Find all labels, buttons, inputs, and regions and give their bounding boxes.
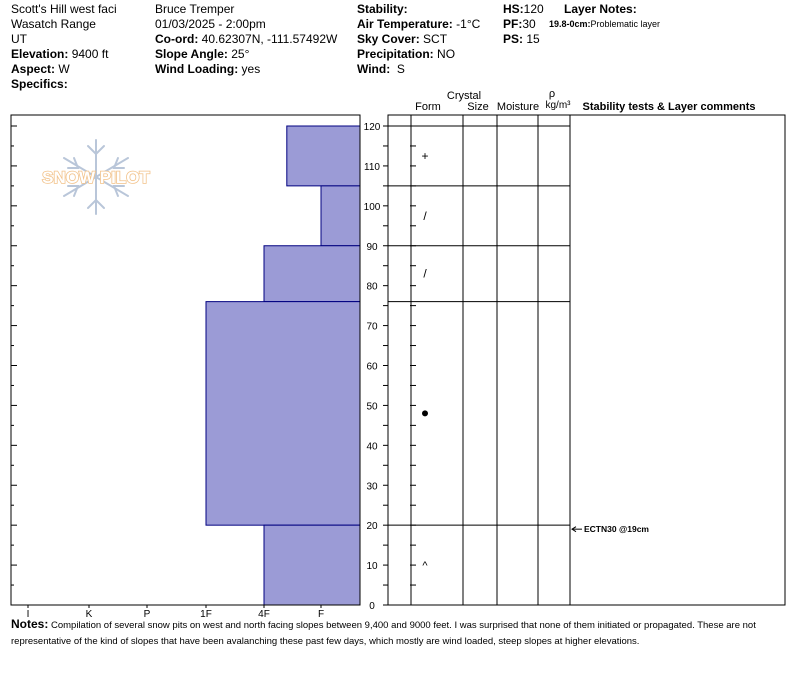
aspect-row: Aspect: W (11, 62, 70, 76)
header-moisture: Moisture (496, 101, 540, 113)
wind-row: Wind: S (357, 62, 405, 76)
hardness-tick-label: F (317, 609, 325, 620)
form-symbol: ^ (422, 560, 428, 573)
hardness-bar (321, 186, 360, 246)
height-tick-label: 40 (366, 441, 378, 453)
form-symbol: + (421, 148, 429, 163)
coord-row: Co-ord: 40.62307N, -111.57492W (155, 32, 338, 46)
hardness-bar (264, 246, 360, 302)
hardness-bar (287, 126, 360, 186)
sky-value: SCT (423, 32, 448, 46)
height-tick-label: 80 (366, 281, 378, 293)
header-form: Form (415, 101, 441, 113)
hardness-layers (206, 126, 360, 605)
height-tick-label: 110 (364, 161, 380, 173)
slope-value: 25° (231, 47, 250, 61)
slope-row: Slope Angle: 25° (155, 47, 250, 61)
observation-datetime: 01/03/2025 - 2:00pm (155, 17, 266, 31)
header-crystal: Crystal (446, 90, 482, 102)
coord-value: 40.62307N, -111.57492W (201, 32, 338, 46)
elevation-value: 9400 ft (71, 47, 109, 61)
ps-row: PS: 15 (503, 32, 540, 46)
precip-value: NO (437, 47, 456, 61)
height-tick-label: 30 (366, 481, 378, 493)
form-symbol (422, 410, 428, 416)
specifics-row: Specifics: (11, 77, 68, 91)
height-tick-label: 0 (369, 601, 375, 612)
form-symbol: / (423, 266, 427, 281)
hardness-tick-label: P (143, 609, 151, 620)
hardness-tick-label: I (26, 609, 30, 620)
location-name: Scott's Hill west faci (11, 2, 117, 16)
height-tick-label: 90 (366, 241, 378, 253)
layer-note-range: 19.8-0cm: (549, 19, 591, 29)
height-tick-label: 60 (366, 361, 378, 373)
height-tick-label: 70 (366, 321, 378, 333)
notes-text: Compilation of several snow pits on west and north facing slopes between 9,400 and 9000 feet. I was surprised that none of them initiated or propagated. These are not representative of the kind of slopes that have been avalanching these past few days, which mostly are wind loaded, steep slopes at higher elevations. (11, 620, 756, 647)
hardness-tick-label: 4F (258, 609, 270, 620)
hardness-bar (206, 302, 360, 526)
height-tick-label: 100 (363, 201, 381, 213)
layer-note-text: Problematic layer (590, 19, 661, 29)
observer-name: Bruce Tremper (155, 2, 235, 16)
state-name: UT (11, 32, 27, 46)
ps-value: 15 (526, 32, 540, 46)
sky-row: Sky Cover: SCT (357, 32, 448, 46)
notes-label: Notes: (11, 617, 49, 631)
height-tick-label: 20 (366, 521, 378, 533)
wind-loading-row: Wind Loading: yes (155, 62, 261, 76)
layer-table (388, 115, 785, 605)
height-tick-label: 50 (366, 401, 378, 413)
header-rho: ρ (548, 88, 556, 100)
hardness-tick-label: K (85, 609, 93, 620)
precip-row: Precipitation: NO (357, 47, 456, 61)
stability-row: Stability: (357, 2, 408, 16)
form-symbol: / (423, 208, 427, 223)
header-size: Size (467, 101, 489, 113)
elevation-row: Elevation: 9400 ft (11, 47, 109, 61)
svg-text:SNOW PILOT: SNOW PILOT (42, 168, 150, 187)
pf-row: PF:30 (503, 17, 536, 31)
range-name: Wasatch Range (11, 17, 96, 31)
hs-row: HS:120 (503, 2, 544, 16)
aspect-value: W (58, 62, 70, 76)
air-temp-row: Air Temperature: -1°C (357, 17, 481, 31)
notes (11, 616, 791, 650)
hardness-bar (264, 525, 360, 605)
pf-value: 30 (522, 17, 536, 31)
height-tick-label: 10 (366, 561, 378, 573)
stability-test-label: ECTN30 @19cm (584, 524, 649, 535)
wind-loading-value: yes (241, 62, 261, 76)
air-temp-value: -1°C (456, 17, 481, 31)
height-tick-label: 120 (363, 122, 381, 133)
header-comments: Stability tests & Layer comments (582, 101, 756, 113)
hardness-tick-label: 1F (200, 609, 212, 620)
wind-value: S (396, 62, 405, 76)
layer-notes-title: Layer Notes: (564, 2, 637, 16)
header-density: kg/m³ (545, 100, 571, 111)
hs-value: 120 (523, 2, 544, 16)
